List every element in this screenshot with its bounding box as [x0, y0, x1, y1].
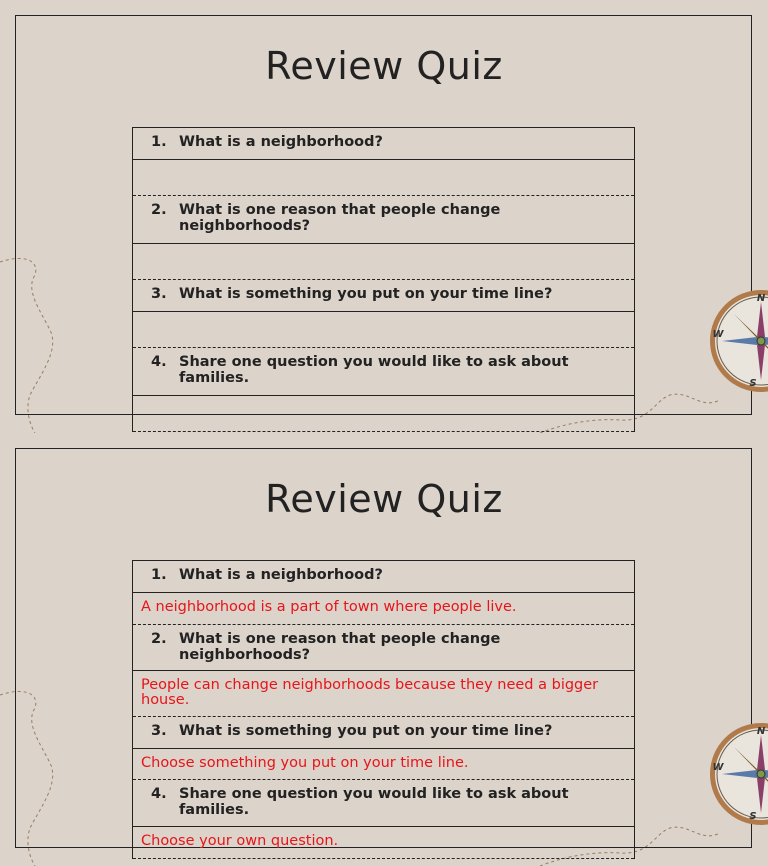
slide-2: [0, 433, 768, 866]
question-row: [133, 196, 634, 244]
question-row: [133, 780, 634, 827]
question-text: What is a neighborhood?: [179, 134, 383, 150]
question-row: [133, 625, 634, 671]
page-title: Review Quiz: [265, 44, 503, 88]
answer-text: Choose your own question.: [133, 827, 634, 859]
answer-text: A neighborhood is a part of town where people live.: [133, 593, 634, 625]
compass-south-label: S: [749, 811, 757, 822]
question-text: Share one question you would like to ask about families.: [179, 354, 569, 386]
question-number: 4.: [151, 786, 167, 802]
question-row: [133, 717, 634, 749]
question-text: What is something you put on your time line?: [179, 286, 553, 302]
question-number: 4.: [151, 354, 167, 370]
answer-field[interactable]: [133, 396, 634, 432]
quiz-table: [132, 127, 635, 432]
question-number: 3.: [151, 723, 167, 739]
answer-text: Choose something you put on your time line.: [133, 749, 634, 780]
question-text: Share one question you would like to ask about families.: [179, 786, 569, 818]
answer-field[interactable]: [133, 160, 634, 196]
compass-icon: [708, 288, 768, 394]
compass-west-label: W: [712, 762, 724, 773]
question-row: [133, 280, 634, 312]
question-row: [133, 561, 634, 593]
question-text: What is one reason that people change neighborhoods?: [179, 631, 501, 663]
question-row: [133, 128, 634, 160]
answer-field[interactable]: [133, 244, 634, 280]
compass-north-label: N: [756, 293, 766, 304]
question-number: 3.: [151, 286, 167, 302]
answer-field[interactable]: [133, 312, 634, 348]
question-text: What is something you put on your time line?: [179, 723, 553, 739]
answer-text: People can change neighborhoods because they need a bigger house.: [133, 671, 634, 717]
compass-west-label: W: [712, 329, 724, 340]
question-number: 1.: [151, 134, 167, 150]
question-row: [133, 348, 634, 396]
compass-north-label: N: [756, 726, 766, 737]
question-number: 2.: [151, 631, 167, 647]
compass-south-label: S: [749, 378, 757, 389]
page-title: Review Quiz: [265, 477, 503, 521]
question-number: 2.: [151, 202, 167, 218]
compass-icon: [708, 721, 768, 827]
quiz-table: [132, 560, 635, 859]
question-number: 1.: [151, 567, 167, 583]
question-text: What is one reason that people change neighborhoods?: [179, 202, 501, 234]
question-text: What is a neighborhood?: [179, 567, 383, 583]
